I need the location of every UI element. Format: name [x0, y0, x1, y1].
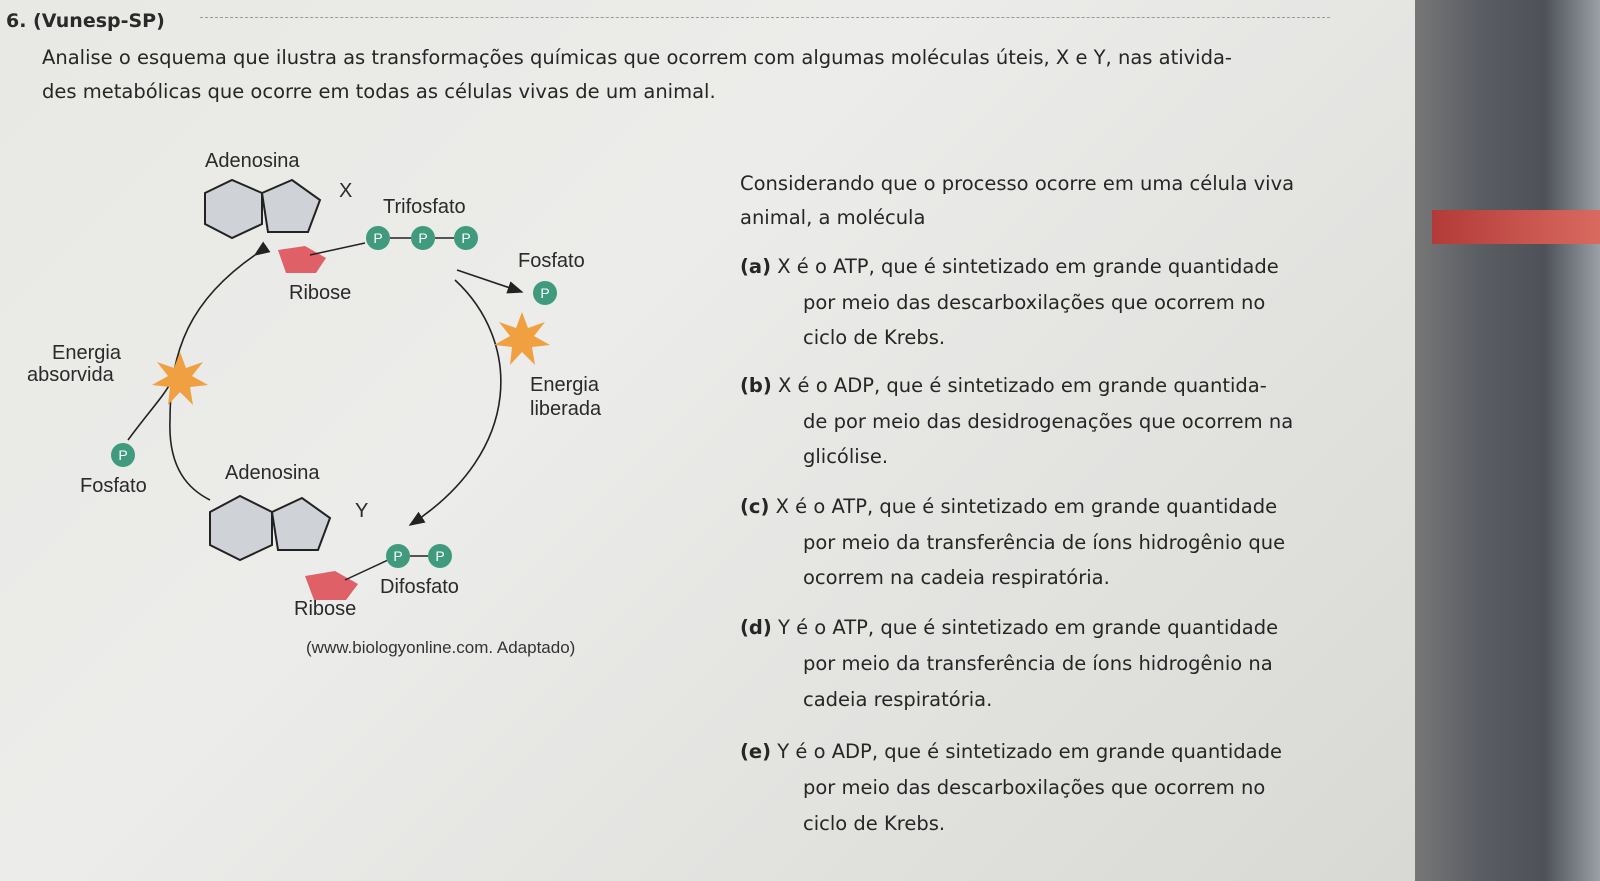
option-letter: (d)	[740, 616, 772, 639]
atp-cycle-diagram	[0, 0, 620, 680]
energia-liberada-label-2: liberada	[530, 398, 602, 420]
option-e-line-2: por meio das descarboxilações que ocorrem no	[803, 776, 1266, 799]
phosphate-label: P	[461, 230, 471, 246]
option-text: X é o ATP, que é sintetizado em grande quantidade	[777, 255, 1279, 278]
option-d[interactable]	[740, 616, 1278, 639]
energia-absorvida-label-2: absorvida	[27, 364, 114, 386]
option-b[interactable]	[740, 374, 1267, 397]
ribose-top-label: Ribose	[289, 282, 352, 304]
option-a[interactable]	[740, 255, 1279, 278]
energia-absorvida-label-1: Energia	[52, 342, 121, 364]
question-number: 6. (Vunesp-SP)	[6, 10, 165, 32]
ribose-bottom-label: Ribose	[294, 598, 357, 620]
trifosfato-label: Trifosfato	[383, 196, 466, 218]
adenosina-bottom-label: Adenosina	[225, 462, 320, 484]
option-letter: (b)	[740, 374, 772, 397]
option-c-line-2: por meio da transferência de íons hidrogênio que	[803, 531, 1286, 554]
option-text: X é o ATP, que é sintetizado em grande quantidade	[775, 495, 1278, 518]
phosphate-label: P	[393, 548, 403, 564]
stem-line-1: Considerando que o processo ocorre em uma célula viva	[740, 172, 1295, 195]
option-text: X é o ADP, que é sintetizado em grande quantida-	[778, 374, 1267, 397]
diagram-source: (www.biologyonline.com. Adaptado)	[306, 638, 576, 657]
phosphate-label: P	[373, 230, 383, 246]
option-d-line-2: por meio da transferência de íons hidrogênio na	[803, 652, 1273, 675]
phosphate-label: P	[418, 230, 428, 246]
y-label: Y	[355, 500, 369, 522]
phosphate-label: P	[435, 548, 445, 564]
energia-liberada-label-1: Energia	[530, 374, 599, 396]
option-text: Y é o ATP, que é sintetizado em grande quantidade	[778, 616, 1279, 639]
question-intro-line-1: Analise o esquema que ilustra as transformações químicas que ocorrem com algumas moléculas úteis, X e Y, nas ativida-	[42, 46, 1232, 69]
option-letter: (a)	[740, 255, 771, 278]
difosfato-label: Difosfato	[380, 576, 459, 598]
option-b-line-3: glicólise.	[803, 445, 889, 468]
option-a-line-2: por meio das descarboxilações que ocorrem no	[803, 291, 1266, 314]
option-d-line-3: cadeia respiratória.	[803, 688, 993, 711]
question-intro-line-2: des metabólicas que ocorre em todas as células vivas de um animal.	[42, 80, 716, 103]
background-edge	[1415, 0, 1600, 881]
option-b-line-2: de por meio das desidrogenações que ocorrem na	[803, 410, 1294, 433]
energy-released-burst-icon	[494, 312, 550, 365]
option-c[interactable]	[740, 495, 1277, 518]
option-e[interactable]	[740, 740, 1282, 763]
option-e-line-3: ciclo de Krebs.	[803, 812, 946, 835]
background-red-strip	[1432, 210, 1600, 244]
fosfato-left-label: Fosfato	[80, 475, 147, 497]
stem-line-2: animal, a molécula	[740, 206, 926, 229]
phosphate-label: P	[118, 447, 128, 463]
option-c-line-3: ocorrem na cadeia respiratória.	[803, 566, 1110, 589]
option-a-line-3: ciclo de Krebs.	[803, 326, 946, 349]
option-letter: (e)	[740, 740, 772, 763]
option-letter: (c)	[740, 495, 770, 518]
adenosina-top-label: Adenosina	[205, 150, 300, 172]
option-text: Y é o ADP, que é sintetizado em grande quantidade	[777, 740, 1282, 763]
fosfato-right-label: Fosfato	[518, 250, 585, 272]
phosphate-label: P	[540, 285, 550, 301]
x-label: X	[339, 180, 353, 202]
